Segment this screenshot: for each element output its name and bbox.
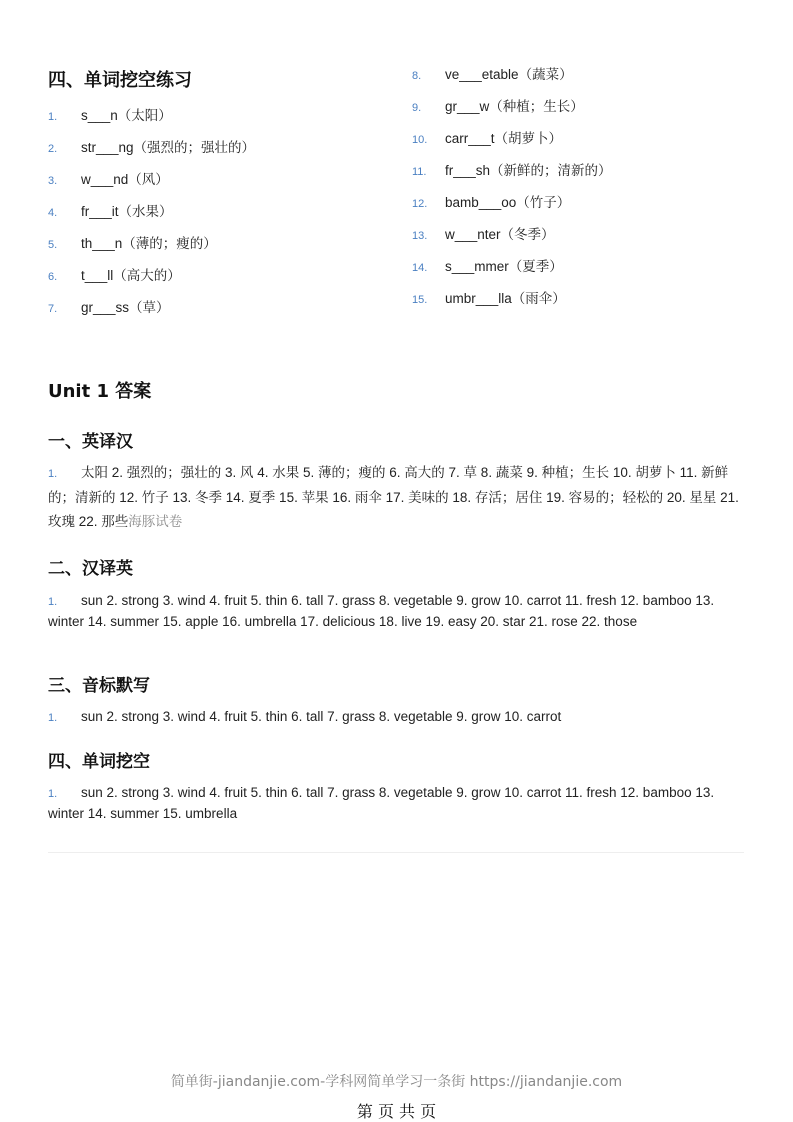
- answer-heading-cn-en: 二、汉译英: [48, 559, 133, 579]
- answer-heading-en-cn: 一、英译汉: [48, 432, 133, 452]
- list-item: [412, 162, 742, 194]
- item-text: umbr___lla（雨伞）: [445, 291, 566, 306]
- item-number: 12.: [412, 198, 428, 210]
- answer-number: 1.: [48, 788, 58, 800]
- item-text: s___n（太阳）: [81, 108, 172, 123]
- item-text: str___ng（强烈的；强壮的）: [81, 140, 256, 155]
- answer-body: sun 2. strong 3. wind 4. fruit 5. thin 6. tall 7. grass 8. vegetable 9. grow 10. carrot: [81, 709, 562, 724]
- list-item: [412, 130, 742, 162]
- item-text: carr___t（胡萝卜）: [445, 131, 563, 146]
- list-item: [412, 98, 742, 130]
- item-number: 6.: [48, 271, 58, 283]
- answer-body: sun 2. strong 3. wind 4. fruit 5. thin 6. tall 7. grass 8. vegetable 9. grow 10. carrot 11. fresh 12. bamboo 13. winter 14. summer 15. apple 16. umbrella 17. delicious 18. live 19. easy 20. star 21. rose 22. those: [48, 593, 715, 629]
- item-text: fr___sh（新鲜的；清新的）: [445, 163, 612, 178]
- list-item: [48, 171, 378, 203]
- section-divider: [48, 852, 744, 853]
- answer-heading-fill: 四、单词挖空: [48, 752, 150, 772]
- fill-list-right: [412, 66, 742, 322]
- list-item: [412, 290, 742, 322]
- item-number: 11.: [412, 166, 427, 178]
- item-number: 4.: [48, 207, 58, 219]
- page-number: 第 页 共 页: [356, 1102, 437, 1121]
- fill-section-title: 四、单词挖空练习: [48, 70, 192, 91]
- list-item: [412, 66, 742, 98]
- item-text: ve___etable（蔬菜）: [445, 67, 573, 82]
- item-number: 7.: [48, 303, 58, 315]
- list-item: [48, 267, 378, 299]
- item-number: 5.: [48, 239, 58, 251]
- list-item: [412, 226, 742, 258]
- item-number: 3.: [48, 175, 58, 187]
- item-number: 9.: [412, 102, 422, 114]
- list-item: [48, 235, 378, 267]
- answer-body: sun 2. strong 3. wind 4. fruit 5. thin 6. tall 7. grass 8. vegetable 9. grow 10. carrot 11. fresh 12. bamboo 13. winter 14. summer 15. umbrella: [48, 785, 715, 821]
- answer-heading-phonetic: 三、音标默写: [48, 676, 150, 696]
- answer-body: 太阳 2. 强烈的；强壮的 3. 风 4. 水果 5. 薄的；瘦的 6. 高大的 7. 草 8. 蔬菜 9. 种植；生长 10. 胡萝卜 11. 新鲜的；清新的 12. 竹子 13. 冬季 14. 夏季 15. 苹果 16. 雨伞 17. 美味的 18. 存活；居住 19. 容易的；轻松的 20. 星星 21. 玫瑰 22. 那些: [48, 465, 739, 529]
- item-text: th___n（薄的；瘦的）: [81, 236, 217, 251]
- item-number: 14.: [412, 262, 428, 274]
- list-item: [48, 203, 378, 235]
- item-text: gr___w（种植；生长）: [445, 99, 584, 114]
- item-number: 13.: [412, 230, 428, 242]
- answer-number: 1.: [48, 596, 58, 608]
- answer-number: 1.: [48, 712, 58, 724]
- item-text: gr___ss（草）: [81, 300, 170, 315]
- answers-title: Unit 1 答案: [48, 381, 152, 402]
- item-text: fr___it（水果）: [81, 204, 173, 219]
- list-item: [48, 107, 378, 139]
- item-number: 15.: [412, 294, 428, 306]
- answer-text-fill: [48, 783, 744, 824]
- item-text: bamb___oo（竹子）: [445, 195, 571, 210]
- answer-number: 1.: [48, 468, 58, 480]
- item-text: w___nd（风）: [81, 172, 169, 187]
- inline-watermark: 海豚试卷: [128, 514, 183, 529]
- fill-list-left: [48, 107, 378, 331]
- list-item: [412, 258, 742, 290]
- item-text: t___ll（高大的）: [81, 268, 181, 283]
- item-text: w___nter（冬季）: [445, 227, 555, 242]
- answer-text-en-cn: [48, 461, 744, 534]
- item-number: 2.: [48, 143, 58, 155]
- item-text: s___mmer（夏季）: [445, 259, 563, 274]
- list-item: [412, 194, 742, 226]
- list-item: [48, 299, 378, 331]
- item-number: 1.: [48, 111, 58, 123]
- footer-site-watermark: 简单街-jiandanjie.com-学科网简单学习一条街 https://jiandanjie.com: [170, 1074, 623, 1090]
- item-number: 10.: [412, 134, 428, 146]
- list-item: [48, 139, 378, 171]
- answer-text-cn-en: [48, 591, 744, 632]
- item-number: 8.: [412, 70, 422, 82]
- answer-text-phonetic: [48, 707, 744, 728]
